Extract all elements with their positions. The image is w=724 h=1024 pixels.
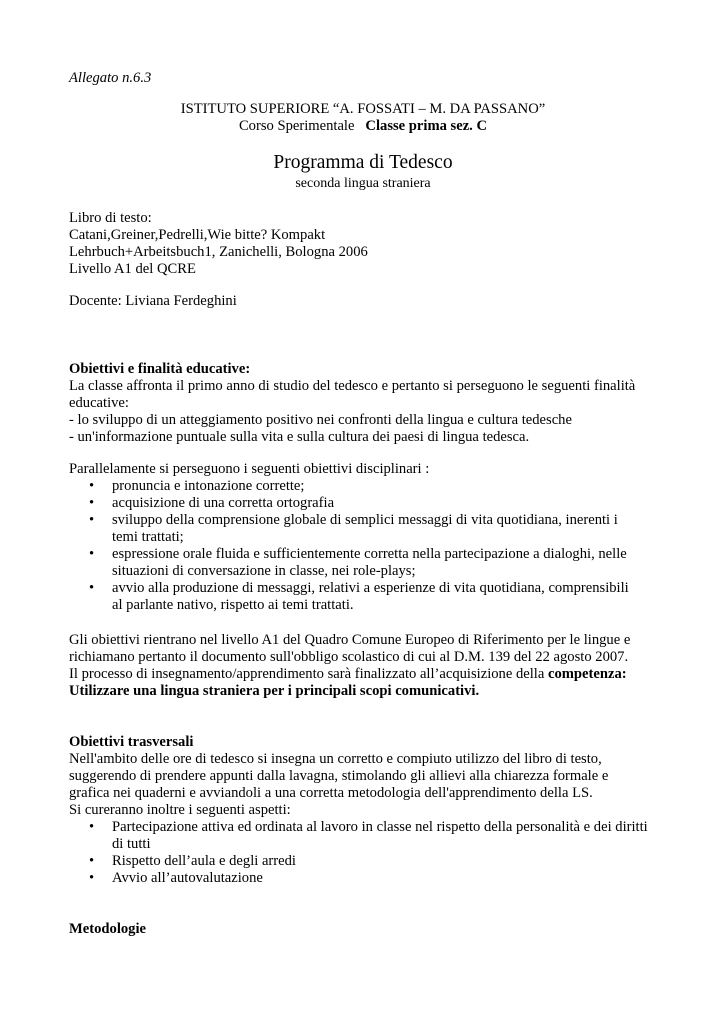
paragraph-line: - lo sviluppo di un atteggiamento positivo nei confronti della lingua e cultura tedesche bbox=[69, 412, 572, 428]
list-item-text: sviluppo della comprensione globale di semplici messaggi di vita quotidiana, inerenti i bbox=[112, 512, 618, 528]
list-item bbox=[69, 853, 659, 870]
disciplinary-goals-list bbox=[69, 478, 659, 614]
teacher-name: Docente: Liviana Ferdeghini bbox=[69, 293, 237, 309]
textbook-line: Catani,Greiner,Pedrelli,Wie bitte? Kompakt bbox=[69, 227, 326, 243]
bullet-icon: • bbox=[89, 495, 95, 511]
section-methodology bbox=[69, 921, 146, 938]
paragraph-line: educative: bbox=[69, 395, 129, 411]
paragraph-line: Si cureranno inoltre i seguenti aspetti: bbox=[69, 802, 291, 818]
paragraph-line bbox=[69, 683, 659, 700]
list-item-text: Partecipazione attiva ed ordinata al lavoro in classe nel rispetto della personalità e dei diritti bbox=[112, 819, 648, 835]
paragraph-line: Nell'ambito delle ore di tedesco si insegna un corretto e compiuto utilizzo del libro di testo, bbox=[69, 751, 602, 767]
list-item bbox=[69, 495, 659, 512]
textbook-line: Libro di testo: bbox=[69, 210, 152, 226]
list-item-text: temi trattati; bbox=[112, 529, 184, 545]
transversal-goals-list bbox=[69, 819, 659, 887]
bullet-icon: • bbox=[89, 819, 95, 835]
title-block bbox=[69, 151, 657, 192]
paragraph-line: suggerendo di prendere appunti dalla lavagna, stimolando gli allievi alla chiarezza formale e bbox=[69, 768, 609, 784]
attachment-number: Allegato n.6.3 bbox=[69, 70, 152, 86]
page-subtitle: seconda lingua straniera bbox=[295, 176, 431, 191]
paragraph-line: - un'informazione puntuale sulla vita e sulla cultura dei paesi di lingua tedesca. bbox=[69, 429, 530, 445]
textbook-info bbox=[69, 210, 368, 278]
list-item-text: al parlante nativo, rispetto ai temi trattati. bbox=[112, 597, 354, 613]
paragraph-line: La classe affronta il primo anno di studio del tedesco e pertanto si perseguono le seguenti finalità bbox=[69, 378, 636, 394]
bullet-icon: • bbox=[89, 580, 95, 596]
competence-text: Utilizzare una lingua straniera per i principali scopi comunicativi. bbox=[69, 683, 480, 699]
bullet-icon: • bbox=[89, 512, 95, 528]
bullet-icon: • bbox=[89, 853, 95, 869]
list-item-text: avvio alla produzione di messaggi, relativi a esperienze di vita quotidiana, comprensibili bbox=[112, 580, 629, 596]
list-item bbox=[69, 870, 659, 887]
section-cefr-level bbox=[69, 632, 659, 700]
paragraph-line: richiamano pertanto il documento sull'obbligo scolastico di cui al D.M. 139 del 22 agosto 2007. bbox=[69, 649, 629, 665]
list-item-text: Rispetto dell’aula e degli arredi bbox=[112, 853, 296, 869]
document-header bbox=[69, 101, 657, 135]
section-disciplinary-goals bbox=[69, 461, 659, 614]
section-heading: Obiettivi e finalità educative: bbox=[69, 361, 251, 377]
list-item-text: acquisizione di una corretta ortografia bbox=[112, 495, 335, 511]
textbook-line: Lehrbuch+Arbeitsbuch1, Zanichelli, Bologna 2006 bbox=[69, 244, 368, 260]
paragraph-line bbox=[69, 666, 659, 683]
course-line bbox=[69, 118, 657, 135]
section-heading: Obiettivi trasversali bbox=[69, 734, 194, 750]
competence-label: competenza: bbox=[548, 666, 627, 682]
list-item-text: espressione orale fluida e sufficientemente corretta nella partecipazione a dialoghi, nelle bbox=[112, 546, 627, 562]
page-title: Programma di Tedesco bbox=[273, 152, 453, 173]
section-educational-goals bbox=[69, 361, 659, 446]
list-item bbox=[69, 819, 659, 853]
section-heading: Metodologie bbox=[69, 921, 147, 937]
class-section: Classe prima sez. C bbox=[365, 118, 488, 134]
list-item bbox=[69, 580, 659, 614]
section-transversal-goals bbox=[69, 734, 659, 887]
list-item-text: Avvio all’autovalutazione bbox=[112, 870, 263, 886]
list-item bbox=[69, 512, 659, 546]
list-item-text: di tutti bbox=[112, 836, 151, 852]
list-item bbox=[69, 478, 659, 495]
bullet-icon: • bbox=[89, 870, 95, 886]
section-intro: Parallelamente si perseguono i seguenti obiettivi disciplinari : bbox=[69, 461, 430, 477]
paragraph-line: Gli obiettivi rientrano nel livello A1 del Quadro Comune Europeo di Riferimento per le lingue e bbox=[69, 632, 631, 648]
course-prefix: Corso Sperimentale bbox=[238, 118, 355, 134]
institute-name: ISTITUTO SUPERIORE “A. FOSSATI – M. DA PASSANO” bbox=[180, 101, 546, 117]
paragraph-text: Il processo di insegnamento/apprendimento sarà finalizzato all’acquisizione della bbox=[69, 666, 548, 682]
textbook-line: Livello A1 del QCRE bbox=[69, 261, 196, 277]
list-item-text: situazioni di conversazione in classe, nei role-plays; bbox=[112, 563, 416, 579]
list-item bbox=[69, 546, 659, 580]
bullet-icon: • bbox=[89, 478, 95, 494]
paragraph-line: grafica nei quaderni e avviandoli a una corretta metodologia dell'apprendimento della LS. bbox=[69, 785, 593, 801]
list-item-text: pronuncia e intonazione corrette; bbox=[112, 478, 305, 494]
bullet-icon: • bbox=[89, 546, 95, 562]
